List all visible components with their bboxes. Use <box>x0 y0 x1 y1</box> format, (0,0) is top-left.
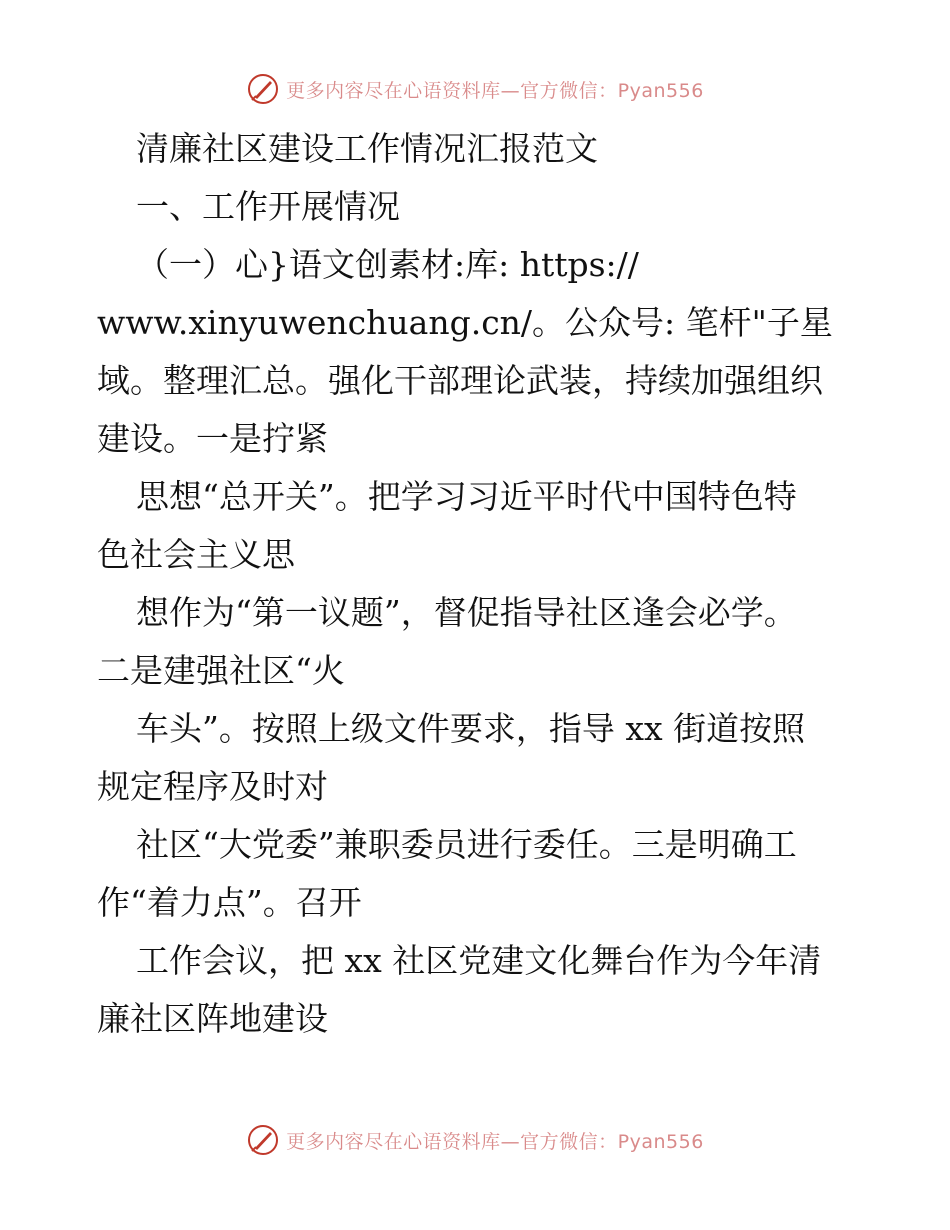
text-line: 作“着力点”。召开 <box>97 883 362 922</box>
text-line: 思想“总开关”。把学习习近平时代中国特色特 <box>136 477 797 516</box>
text-line: 规定程序及时对 <box>97 767 328 806</box>
text-line: 建设。一是拧紧 <box>97 419 328 458</box>
text-line: 二是建强社区“火 <box>97 651 345 690</box>
footer-watermark-banner <box>0 1123 950 1157</box>
text-line: 清廉社区建设工作情况汇报范文 <box>136 129 598 168</box>
document-body <box>97 120 853 1048</box>
text-line: www.xinyuwenchuang.cn/。公众号: 笔杆"子星 <box>97 303 833 342</box>
quill-logo-icon <box>246 72 280 106</box>
text-line: 社区“大党委”兼职委员进行委任。三是明确工 <box>136 825 797 864</box>
text-line: 域。整理汇总。强化干部理论武装，持续加强组织 <box>97 361 823 400</box>
header-watermark-banner <box>0 72 950 106</box>
footer-watermark-text: 更多内容尽在心语资料库—官方微信：Pyan556 <box>286 1130 704 1153</box>
header-watermark-text: 更多内容尽在心语资料库—官方微信：Pyan556 <box>286 79 704 102</box>
text-line: （一）心}语文创素材:库: https:// <box>136 245 639 284</box>
text-line: 车头”。按照上级文件要求，指导 xx 街道按照 <box>136 709 806 748</box>
text-line: 一、工作开展情况 <box>136 187 400 226</box>
text-line: 工作会议，把 xx 社区党建文化舞台作为今年清 <box>136 941 822 980</box>
quill-logo-icon <box>246 1123 280 1157</box>
text-line: 色社会主义思 <box>97 535 295 574</box>
text-line: 想作为“第一议题”，督促指导社区逢会必学。 <box>136 593 797 632</box>
text-line: 廉社区阵地建设 <box>97 999 328 1038</box>
